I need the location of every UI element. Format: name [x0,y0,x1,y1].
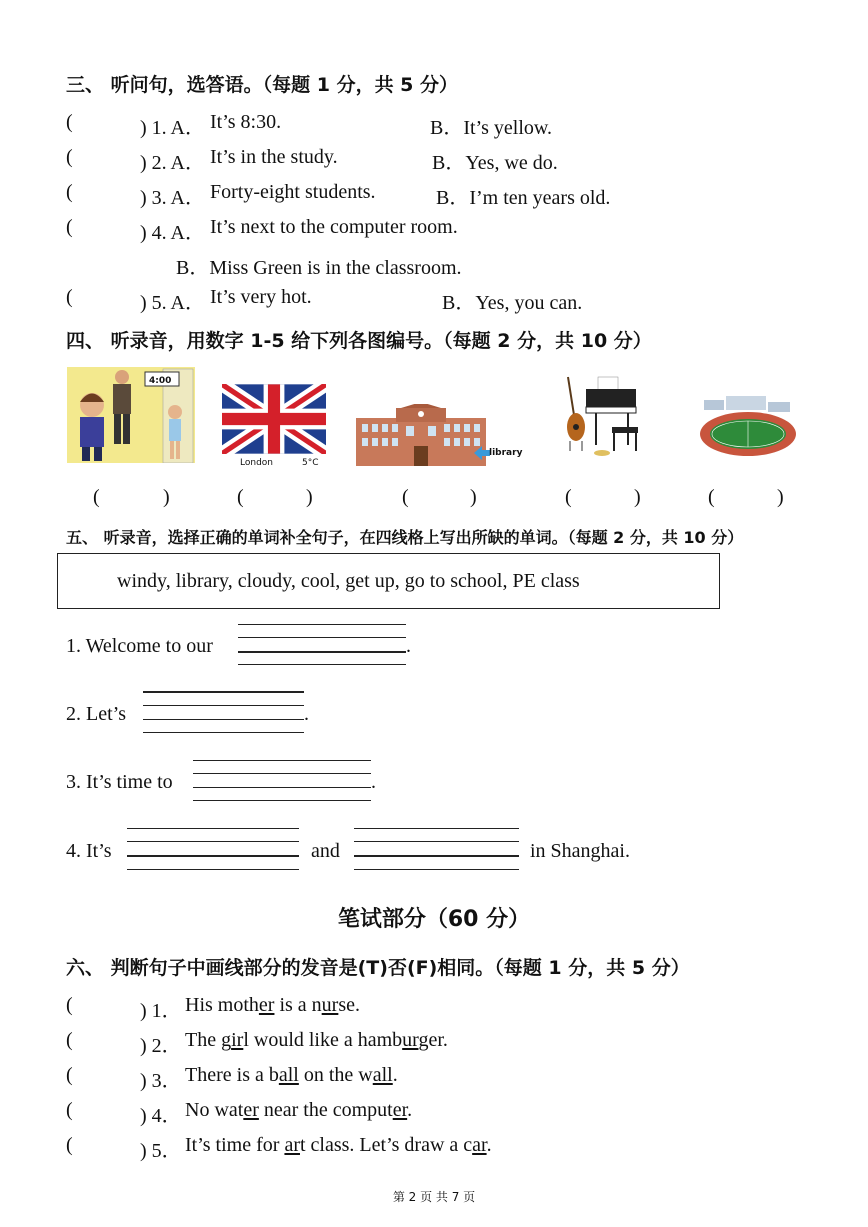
item-number: ) 4. A． [140,222,205,244]
picture-4-paren-open[interactable]: ( [565,486,572,508]
underlined-part: ur [321,994,339,1016]
picture-1-paren-close: ) [163,486,170,508]
library-label: library [489,448,523,458]
underlined-part: ar [472,1134,487,1156]
item-number: ) 1． [140,1000,182,1022]
written-part-title: 笔试部分（60 分） [337,907,531,932]
underlined-part: er [258,994,275,1016]
answer-paren[interactable]: ( [66,1134,73,1156]
item-number: ) 3． [140,1070,182,1092]
four-line-grid-4b[interactable] [354,828,519,872]
arrow-left-icon [474,446,490,460]
option-b: B．It’s yellow. [430,117,553,139]
option-a: It’s in the study. [210,146,338,168]
musical-instruments-picture [556,375,652,461]
clock-time: 4:00 [149,376,172,386]
picture-5-paren-close: ) [777,486,784,508]
sentence: No water near the computer. [185,1099,413,1121]
sentence-3-end: . [371,771,376,793]
option-a: It’s next to the computer room. [210,216,458,238]
answer-paren[interactable]: ( [66,1099,73,1121]
picture-3-paren-open[interactable]: ( [402,486,409,508]
sentence: There is a ball on the wall. [185,1064,398,1086]
sentence: It’s time for art class. Let’s draw a car. [185,1134,492,1156]
item-number: ) 5． [140,1140,182,1162]
answer-paren[interactable]: ( [66,216,73,238]
picture-1-paren-open[interactable]: ( [93,486,100,508]
underlined-part: ar [284,1134,300,1156]
sentence-1-text: 1. Welcome to our [66,635,213,657]
answer-paren[interactable]: ( [66,181,73,203]
answer-paren[interactable]: ( [66,1029,73,1051]
underlined-part: ir [231,1029,244,1051]
picture-3-paren-close: ) [470,486,477,508]
stadium-picture [696,392,798,462]
section4-title: 四、 听录音，用数字 1-5 给下列各图编号。（每题 2 分，共 10 分） [66,330,652,352]
option-b: B．Yes, you can. [442,292,583,314]
item-number: ) 1. A． [140,117,205,139]
page-footer: 第 2 页 共 7 页 [392,1190,476,1204]
answer-paren[interactable]: ( [66,286,73,308]
four-line-grid-2[interactable] [143,691,304,735]
option-a: It’s 8:30. [210,111,282,133]
sentence-1-end: . [406,635,411,657]
picture-4-paren-close: ) [634,486,641,508]
sentence-4-end: in Shanghai. [530,840,630,862]
four-line-grid-4a[interactable] [127,828,299,872]
union-jack-flag-picture [222,384,326,470]
four-line-grid-1[interactable] [238,624,406,668]
underlined-part: er [392,1099,408,1121]
item-number: ) 2. A． [140,152,205,174]
sentence-4-and: and [311,840,340,862]
four-line-grid-3[interactable] [193,760,371,804]
item-number: ) 4． [140,1105,182,1127]
city-label: London [240,458,273,468]
underlined-part: all [278,1064,299,1086]
sentence-4-text: 4. It’s [66,840,112,862]
sentence-3-text: 3. It’s time to [66,771,173,793]
item-number: ) 3. A． [140,187,205,209]
item-number: ) 2． [140,1035,182,1057]
underlined-part: all [372,1064,393,1086]
option-a: Forty-eight students. [210,181,376,203]
school-building-picture [356,404,522,466]
temperature-label: 5°C [302,458,319,468]
option-a: It’s very hot. [210,286,312,308]
underlined-part: ur [402,1029,419,1051]
sentence: The girl would like a hamburger. [185,1029,448,1051]
section6-title: 六、 判断句子中画线部分的发音是(T)否(F)相同。（每题 1 分，共 5 分） [66,957,690,979]
section5-title: 五、 听录音，选择正确的单词补全句子，在四线格上写出所缺的单词。（每题 2 分，共 10 分） [66,528,744,547]
sentence: His mother is a nurse. [185,994,361,1016]
answer-paren[interactable]: ( [66,146,73,168]
answer-paren[interactable]: ( [66,111,73,133]
picture-2-paren-close: ) [306,486,313,508]
option-b: B．Yes, we do. [432,152,558,174]
kids-clock-picture [67,367,195,463]
option-b: B．I’m ten years old. [436,187,611,209]
underlined-part: er [243,1099,259,1121]
sentence-2-text: 2. Let’s [66,703,126,725]
word-bank-box: windy, library, cloudy, cool, get up, go to school, PE class [57,553,720,609]
item-number: ) 5. A． [140,292,205,314]
sentence-2-end: . [304,703,309,725]
answer-paren[interactable]: ( [66,1064,73,1086]
section3-title: 三、 听问句，选答语。（每题 1 分，共 5 分） [66,74,459,96]
picture-2-paren-open[interactable]: ( [237,486,244,508]
answer-paren[interactable]: ( [66,994,73,1016]
picture-5-paren-open[interactable]: ( [708,486,715,508]
option-b: B．Miss Green is in the classroom. [176,257,462,279]
